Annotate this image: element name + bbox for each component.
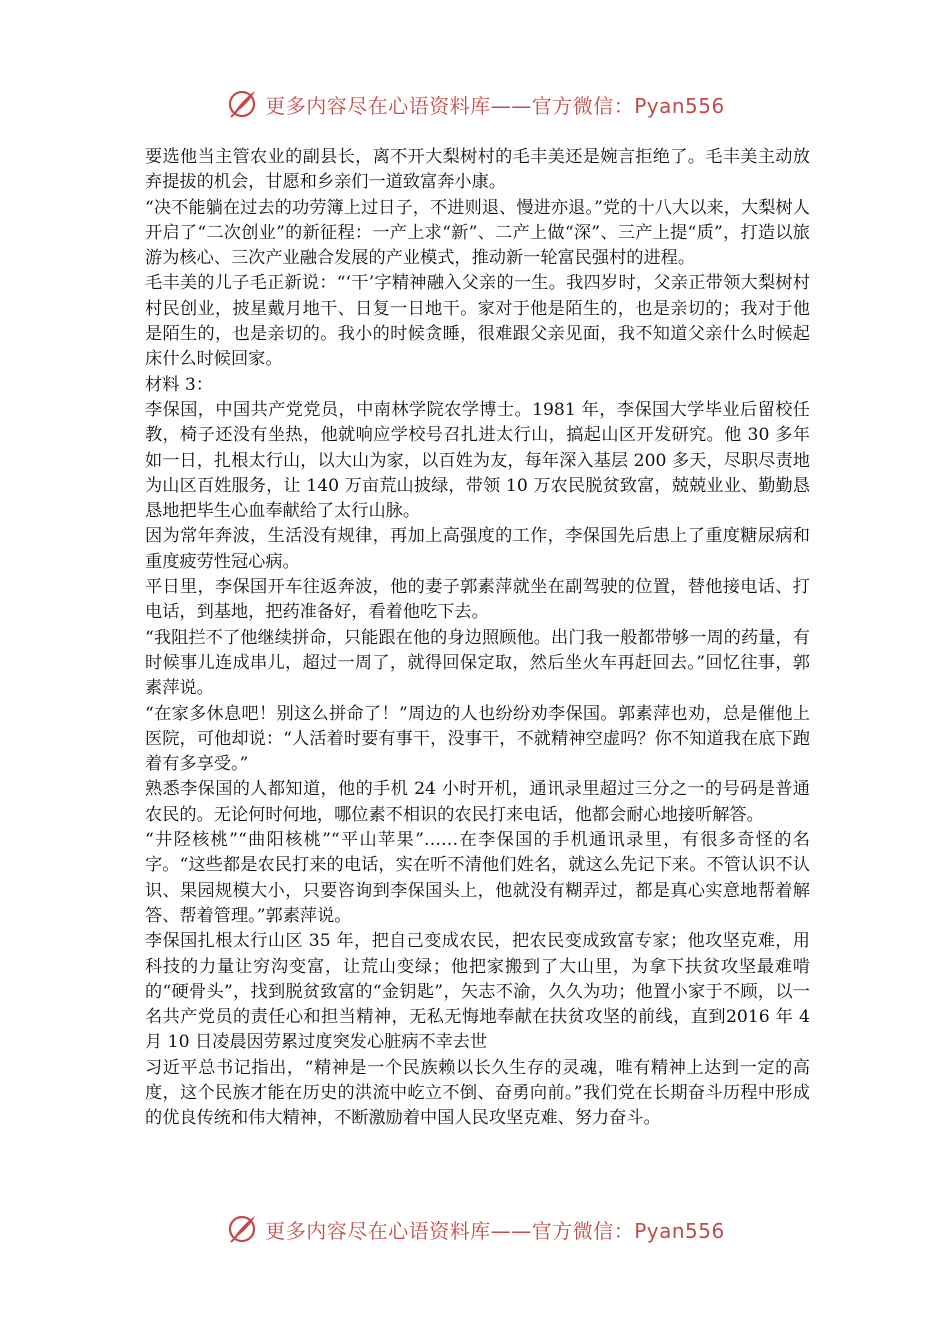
paragraph: 毛丰美的儿子毛正新说：“‘干’字精神融入父亲的一生。我四岁时，父亲正带领大梨树村村民创业，披星戴月地干、日复一日地干。家对于他是陌生的，也是亲切的；我对于他是陌生的，也是亲切的。我小的时候贪睡，很难跟父亲见面，我不知道父亲什么时候起床什么时候回家。: [145, 273, 810, 370]
feather-pen-icon: [225, 87, 259, 121]
header-banner-text: 更多内容尽在心语资料库——官方微信：Pyan556: [265, 93, 725, 118]
paragraph: “我阻拦不了他继续拼命，只能跟在他的身边照顾他。出门我一般都带够一周的药量，有时候事儿连成串儿，超过一周了，就得回保定取，然后坐火车再赶回去。”回忆往事，郭素萍说。: [145, 627, 810, 699]
header-banner: [0, 84, 950, 124]
paragraph: “井陉核桃”“曲阳核桃”“平山苹果”……在李保国的手机通讯录里，有很多奇怪的名字。“这些都是农民打来的电话，实在听不清他们姓名，就这么先记下来。不管认识不认识、果园规模大小，只要咨询到李保国头上，他就没有糊弄过，都是真心实意地帮着解答、帮着管理。”郭素萍说。: [145, 830, 810, 926]
paragraph: 李保国扎根太行山区 35 年，把自己变成农民，把农民变成致富专家；他攻坚克难，用科技的力量让穷沟变富，让荒山变绿；他把家搬到了大山里，为拿下扶贫攻坚最难啃的“硬骨头”，找到脱贫致富的“金钥匙”，矢志不渝，久久为功；他置小家于不顾，以一名共产党员的责任心和担当精神，无私无悔地奉献在扶贫攻坚的前线，直到2016 年 4 月 10 日凌晨因劳累过度突发心脏病不幸去世: [145, 931, 810, 1053]
paragraph: 平日里，李保国开车往返奔波，他的妻子郭素萍就坐在副驾驶的位置，替他接电话、打电话，到基地，把药准备好，看着他吃下去。: [145, 577, 810, 623]
paragraph: 李保国，中国共产党党员，中南林学院农学博士。1981 年，李保国大学毕业后留校任教，椅子还没有坐热，他就响应学校号召扎进太行山，搞起山区开发研究。他 30 多年如一日，扎根太行山，以大山为家，以百姓为友，每年深入基层 200 多天，尽职尽责地为山区百姓服务，让 140 万亩荒山披绿，带领 10 万农民脱贫致富，兢兢业业、勤勤恳恳地把毕生心血奉献给了太行山脉。: [145, 399, 810, 522]
paragraph: 习近平总书记指出，“精神是一个民族赖以长久生存的灵魂，唯有精神上达到一定的高度，这个民族才能在历史的洪流中屹立不倒、奋勇向前。”我们党在长期奋斗历程中形成的优良传统和伟大精神，不断激励着中国人民攻坚克难、努力奋斗。: [145, 1057, 810, 1129]
paragraph: “决不能躺在过去的功劳簿上过日子，不进则退、慢进亦退。”党的十八大以来，大梨树人开启了“二次创业”的新征程：一产上求“新”、二产上做“深”、三产上提“质”，打造以旅游为核心、三次产业融合发展的产业模式，推动新一轮富民强村的进程。: [145, 197, 810, 269]
paragraph: 要选他当主管农业的副县长，离不开大梨树村的毛丰美还是婉言拒绝了。毛丰美主动放弃提拔的机会，甘愿和乡亲们一道致富奔小康。: [145, 147, 810, 193]
paragraph: 因为常年奔波，生活没有规律，再加上高强度的工作，李保国先后患上了重度糖尿病和重度疲劳性冠心病。: [145, 526, 810, 572]
paragraph: 熟悉李保国的人都知道，他的手机 24 小时开机，通讯录里超过三分之一的号码是普通农民的。无论何时何地，哪位素不相识的农民打来电话，他都会耐心地接听解答。: [145, 779, 810, 825]
paragraph: “在家多休息吧！别这么拼命了！”周边的人也纷纷劝李保国。郭素萍也劝，总是催他上医院，可他却说：“人活着时要有事干，没事干，不就精神空虚吗？你不知道我在底下跑着有多享受。”: [145, 703, 810, 775]
document-body: [145, 145, 810, 1132]
footer-banner-text: 更多内容尽在心语资料库——官方微信：Pyan556: [265, 1218, 725, 1243]
section-heading: 材料 3：: [145, 374, 213, 395]
feather-pen-icon: [225, 1212, 259, 1246]
footer-banner: [0, 1209, 950, 1249]
